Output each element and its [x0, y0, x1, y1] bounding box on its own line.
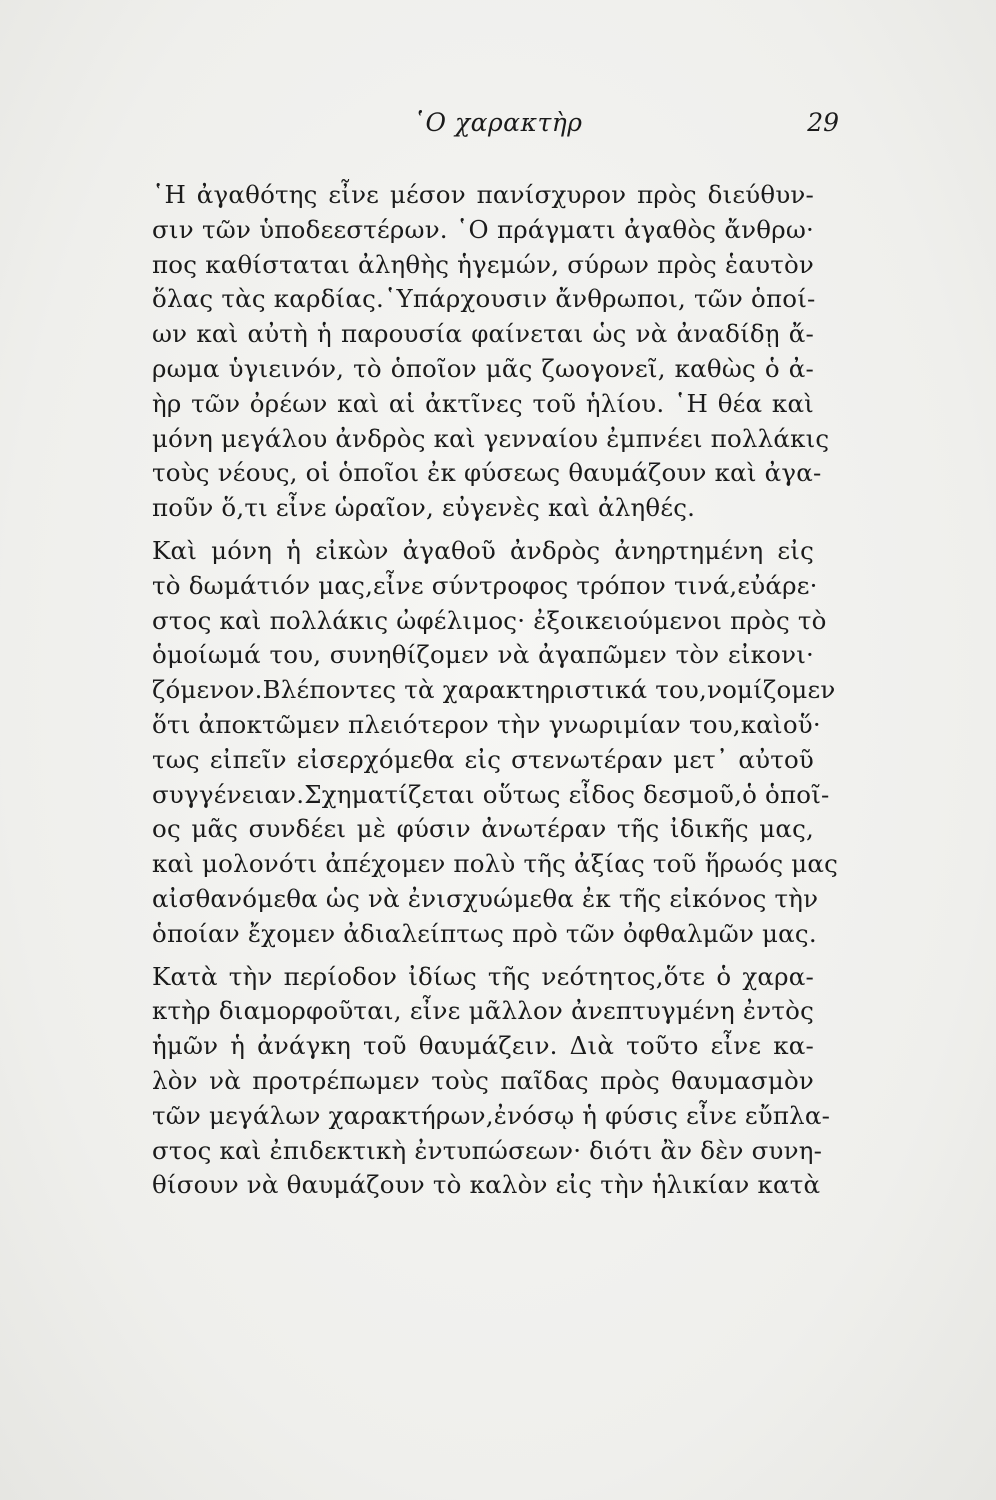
- text-line: ῾Η ἀγαθότης εἶνε μέσον πανίσχυρον πρὸς διεύθυν-: [152, 180, 814, 209]
- text-line: ρωμα ὑγιεινόν, τὸ ὁποῖον μᾶς ζωογονεῖ, καθὼς ὁ ἀ-: [152, 353, 814, 383]
- page-number: 29: [807, 108, 839, 137]
- text-line: ἡμῶν ἡ ἀνάγκη τοῦ θαυμάζειν. Διὰ τοῦτο εἶνε κα-: [152, 1031, 814, 1061]
- text-line: Καὶ μόνη ἡ εἰκὼν ἀγαθοῦ ἀνδρὸς ἀνηρτημένη εἰς: [152, 535, 814, 565]
- text-line: ὁμοίωμά του, συνηθίζομεν νὰ ἀγαπῶμεν τὸν εἰκονι·: [152, 640, 814, 670]
- text-line: τοὺς νέους, οἱ ὁποῖοι ἐκ φύσεως θαυμάζουν καὶ ἀγα-: [152, 458, 822, 488]
- text-line: μόνη μεγάλου ἀνδρὸς καὶ γενναίου ἐμπνέει πολλάκις: [152, 423, 830, 453]
- text-line: αἰσθανόμεθα ὡς νὰ ἐνισχυώμεθα ἐκ τῆς εἰκόνος τὴν: [152, 883, 819, 913]
- text-line: Κατὰ τὴν περίοδον ἰδίως τῆς νεότητος,ὅτε ὁ χαρα-: [152, 961, 814, 991]
- text-line: τὸ δωμάτιόν μας,εἶνε σύντροφος τρόπον τινά,εὐάρε·: [152, 570, 818, 600]
- text-line: συγγένειαν.Σχηματίζεται οὕτως εἶδος δεσμοῦ,ὁ ὁποῖ-: [152, 779, 830, 809]
- text-line: στος καὶ πολλάκις ὠφέλιμος· ἐξοικειούμενοι πρὸς τὸ: [152, 605, 827, 635]
- text-line: πος καθίσταται ἀληθὴς ἡγεμών, σύρων πρὸς ἑαυτὸν: [152, 249, 814, 279]
- text-line: ὴρ τῶν ὀρέων καὶ αἱ ἀκτῖνες τοῦ ἡλίου. ῾Η θέα καὶ: [152, 388, 814, 418]
- text-line: λὸν νὰ προτρέπωμεν τοὺς παῖδας πρὸς θαυμασμὸν: [152, 1065, 814, 1095]
- text-line: ὁποίαν ἔχομεν ἀδιαλείπτως πρὸ τῶν ὀφθαλμῶν μας.: [152, 918, 817, 948]
- text-line: τως εἰπεῖν εἰσερχόμεθα εἰς στενωτέραν μετ᾽ αὐτοῦ: [152, 744, 814, 774]
- text-line: θίσουν νὰ θαυμάζουν τὸ καλὸν εἰς τὴν ἡλικίαν κατὰ: [152, 1170, 821, 1200]
- text-line: σιν τῶν ὑποδεεστέρων. ῾Ο πράγματι ἀγαθὸς ἄνθρω·: [152, 214, 814, 244]
- text-line: ος μᾶς συνδέει μὲ φύσιν ἀνωτέραν τῆς ἰδικῆς μας,: [152, 814, 814, 844]
- paragraph-3: [152, 960, 831, 1204]
- body-text: [152, 178, 839, 1211]
- page-header: [150, 108, 845, 148]
- text-line: κτὴρ διαμορφοῦται, εἶνε μᾶλλον ἀνεπτυγμένη ἐντὸς: [152, 996, 814, 1026]
- paragraph-2: [152, 534, 839, 952]
- running-title: ῾Ο χαρακτὴρ: [412, 108, 583, 137]
- text-line: τῶν μεγάλων χαρακτήρων,ἐνόσῳ ἡ φύσις εἶνε εὔπλα-: [152, 1100, 831, 1130]
- text-line: ὅλας τὰς καρδίας.῾Υπάρχουσιν ἄνθρωποι, τῶν ὁποί-: [152, 284, 816, 314]
- text-line: καὶ μολονότι ἀπέχομεν πολὺ τῆς ἀξίας τοῦ ἥρωός μας: [152, 849, 839, 879]
- text-line: στος καὶ ἐπιδεκτικὴ ἐντυπώσεων· διότι ἂν δὲν συνη-: [152, 1135, 823, 1165]
- text-line: ζόμενον.Βλέποντες τὰ χαρακτηριστικά του,νομίζομεν: [152, 675, 836, 705]
- text-line: ων καὶ αὐτὴ ἡ παρουσία φαίνεται ὡς νὰ ἀναδίδῃ ἄ-: [152, 319, 814, 349]
- paragraph-1: [152, 178, 830, 526]
- text-line: ὅτι ἀποκτῶμεν πλειότερον τὴν γνωριμίαν του,καὶοὕ·: [152, 709, 821, 739]
- text-line: ποῦν ὅ,τι εἶνε ὡραῖον, εὐγενὲς καὶ ἀληθές.: [152, 493, 696, 523]
